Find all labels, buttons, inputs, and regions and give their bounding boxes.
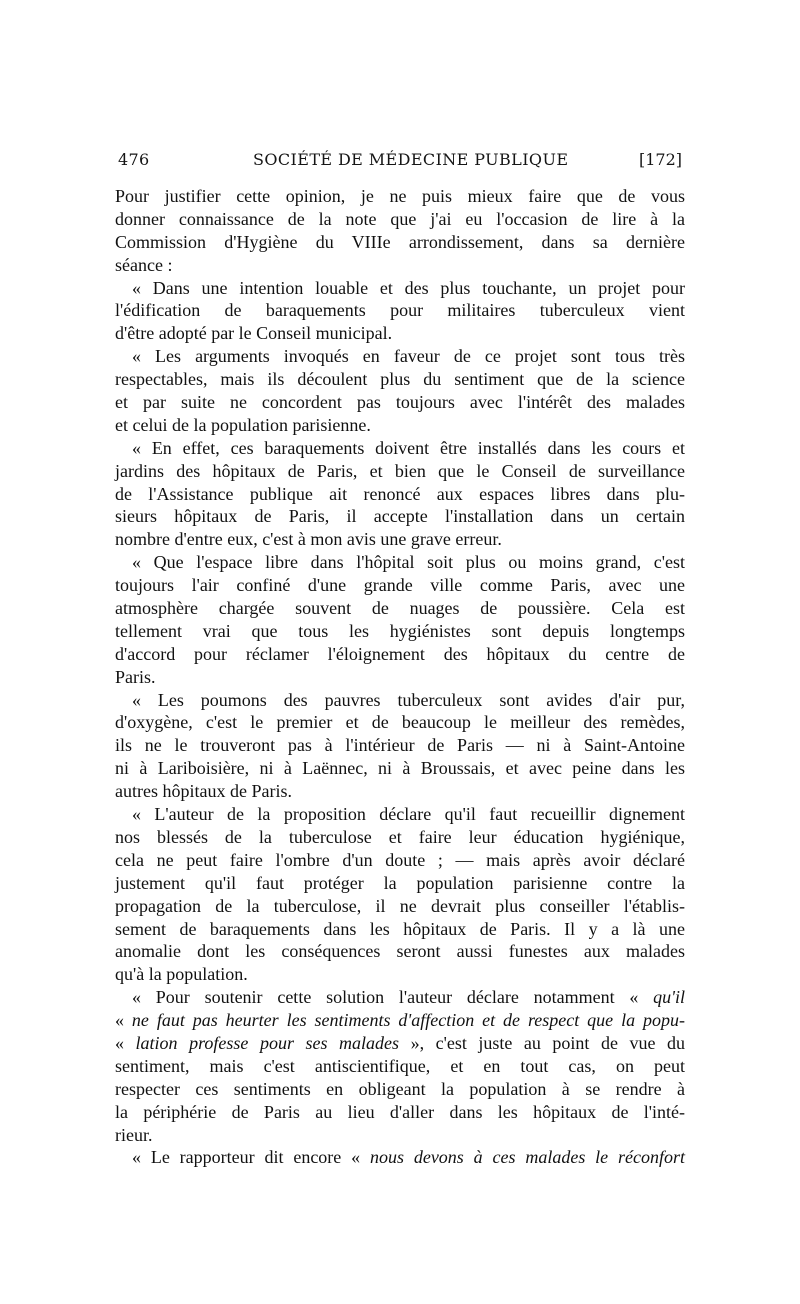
text-line: tellement vrai que tous les hygiénistes sont depuis longtemps bbox=[115, 620, 685, 641]
text-line: nombre d'entre eux, c'est à mon avis une grave erreur. bbox=[115, 529, 502, 550]
italic-quotation: nous devons à ces malades le réconfort bbox=[369, 1147, 685, 1168]
text-line: justement qu'il faut protéger la population parisienne contre la bbox=[115, 872, 685, 893]
text-line: « Les arguments invoqués en faveur de ce projet sont tous très bbox=[132, 346, 685, 367]
text-line: Commission d'Hygiène du VIIIe arrondissement, dans sa dernière bbox=[115, 231, 685, 252]
text-line: de l'Assistance publique ait renoncé aux espaces libres dans plu- bbox=[115, 483, 685, 504]
bracket-page-reference: [172] bbox=[638, 150, 682, 169]
text-line: d'accord pour réclamer l'éloignement des hôpitaux du centre de bbox=[115, 643, 685, 664]
text-line: Paris. bbox=[115, 666, 156, 687]
text-line: anomalie dont les conséquences seront aussi funestes aux malades bbox=[115, 941, 685, 962]
italic-quotation: ne faut pas heurter les sentiments d'affection et de respect que la popu- bbox=[131, 1010, 686, 1031]
text-line: sentiment, mais c'est antiscientifique, et en tout cas, on peut bbox=[115, 1055, 685, 1076]
text-line: respecter ces sentiments en obligeant la population à se rendre à bbox=[115, 1078, 685, 1099]
text-line: d'être adopté par le Conseil municipal. bbox=[115, 323, 393, 344]
text-line: autres hôpitaux de Paris. bbox=[115, 781, 292, 802]
text-line: « Que l'espace libre dans l'hôpital soit plus ou moins grand, c'est bbox=[132, 552, 685, 573]
text-segment: « bbox=[115, 1010, 132, 1031]
italic-quotation: qu'il bbox=[653, 987, 685, 1008]
body-text bbox=[115, 185, 685, 1169]
page-number: 476 bbox=[118, 150, 150, 169]
running-title: SOCIÉTÉ DE MÉDECINE PUBLIQUE bbox=[253, 150, 569, 169]
text-line: rieur. bbox=[115, 1124, 153, 1145]
text-line: propagation de la tuberculose, il ne devrait plus conseiller l'établis- bbox=[115, 895, 685, 916]
text-segment: « Pour soutenir cette solution l'auteur déclare notamment « bbox=[132, 987, 654, 1008]
text-line: et par suite ne concordent pas toujours avec l'intérêt des malades bbox=[115, 392, 685, 413]
text-line: ils ne le trouveront pas à l'intérieur de Paris — ni à Saint-Antoine bbox=[115, 735, 685, 756]
text-line: et celui de la population parisienne. bbox=[115, 414, 371, 435]
text-line: d'oxygène, c'est le premier et de beaucoup le meilleur des remèdes, bbox=[115, 712, 685, 733]
text-line bbox=[115, 1009, 685, 1032]
text-line bbox=[115, 1032, 685, 1055]
text-line: Pour justifier cette opinion, je ne puis mieux faire que de vous bbox=[115, 186, 685, 206]
text-line: qu'à la population. bbox=[115, 964, 248, 985]
text-line: respectables, mais ils découlent plus du sentiment que de la science bbox=[115, 369, 685, 390]
text-line: toujours l'air confiné d'une grande ville comme Paris, avec une bbox=[115, 575, 685, 596]
text-line: la périphérie de Paris au lieu d'aller dans les hôpitaux de l'inté- bbox=[115, 1101, 685, 1122]
text-line: donner connaissance de la note que j'ai eu l'occasion de lire à la bbox=[115, 208, 685, 229]
text-line: cela ne peut faire l'ombre d'un doute ; — mais après avoir déclaré bbox=[115, 849, 685, 870]
text-line bbox=[115, 1146, 685, 1169]
text-segment: « bbox=[115, 1032, 136, 1053]
running-header bbox=[118, 148, 682, 172]
italic-quotation: lation professe pour ses malades bbox=[135, 1032, 400, 1053]
text-line bbox=[115, 986, 685, 1009]
text-line: ni à Lariboisière, ni à Laënnec, ni à Broussais, et avec peine dans les bbox=[115, 758, 685, 779]
text-line: séance : bbox=[115, 254, 173, 275]
text-segment: », c'est juste au point de vue du bbox=[399, 1032, 686, 1053]
text-line: sieurs hôpitaux de Paris, il accepte l'installation dans un certain bbox=[115, 506, 685, 527]
text-line: « Dans une intention louable et des plus touchante, un projet pour bbox=[132, 277, 685, 298]
text-line: jardins des hôpitaux de Paris, et bien que le Conseil de surveillance bbox=[115, 460, 685, 481]
text-line: l'édification de baraquements pour militaires tuberculeux vient bbox=[115, 300, 685, 321]
text-line: « En effet, ces baraquements doivent être installés dans les cours et bbox=[132, 437, 685, 458]
text-line: nos blessés de la tuberculose et faire leur éducation hygiénique, bbox=[115, 826, 685, 847]
text-line: « Les poumons des pauvres tuberculeux sont avides d'air pur, bbox=[132, 689, 685, 710]
text-line: atmosphère chargée souvent de nuages de poussière. Cela est bbox=[115, 598, 685, 619]
text-segment: « Le rapporteur dit encore « bbox=[132, 1147, 370, 1168]
text-line: « L'auteur de la proposition déclare qu'il faut recueillir dignement bbox=[132, 804, 685, 825]
text-line: sement de baraquements dans les hôpitaux de Paris. Il y a là une bbox=[115, 918, 685, 939]
